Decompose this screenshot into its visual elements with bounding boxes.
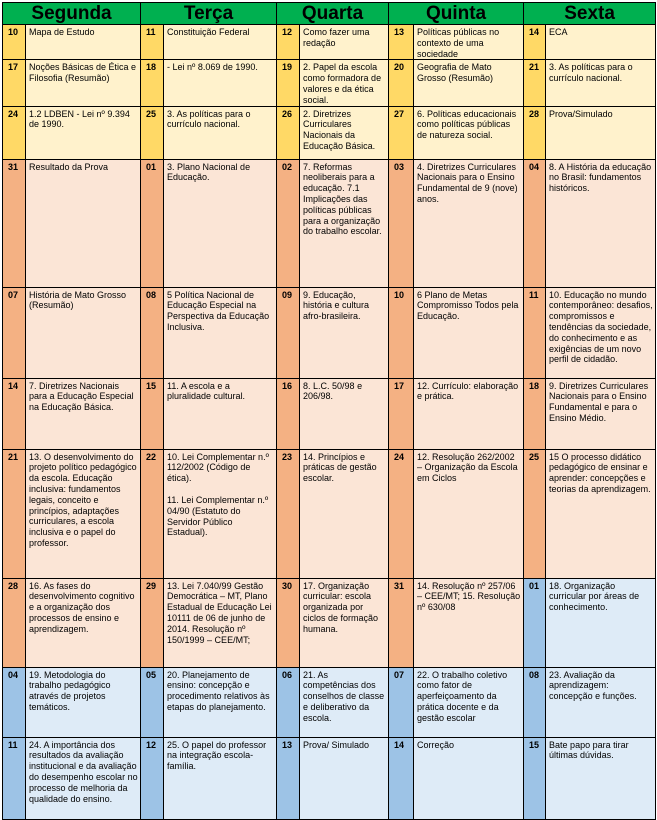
topic-text: Bate papo para tirar últimas dúvidas.	[549, 739, 632, 761]
date-thursday: 31	[389, 578, 414, 667]
date-tuesday: 08	[141, 287, 164, 378]
date-tuesday: 15	[141, 378, 164, 449]
topic-text: 24. A importância dos resultados da avaliação institucional e da avaliação do desempenho escolar no processo de melhoria da qualidade do ensino.	[29, 739, 141, 804]
date-monday: 24	[3, 106, 26, 159]
topic-wednesday	[300, 737, 389, 819]
date-friday: 14	[524, 25, 546, 60]
topic-text: 2. Papel da escola como formadora de valores e da ética social.	[303, 62, 384, 105]
topic-wednesday	[300, 578, 389, 667]
date-tuesday: 25	[141, 106, 164, 159]
date-wednesday: 13	[277, 737, 300, 819]
topic-text: Geografia de Mato Grosso (Resumão)	[417, 62, 495, 84]
topic-tuesday	[164, 287, 277, 378]
date-friday: 01	[524, 578, 546, 667]
date-thursday: 24	[389, 449, 414, 578]
schedule-row	[3, 667, 656, 737]
date-friday: 11	[524, 287, 546, 378]
date-wednesday: 30	[277, 578, 300, 667]
topic-monday	[26, 449, 141, 578]
topic-text: 10. Lei Complementar n.º 112/2002 (Código de ética).	[167, 451, 272, 484]
topic-text: 12. Resolução 262/2002 – Organização da Escola em Ciclos	[417, 451, 521, 484]
topic-text: 6 Plano de Metas Compromisso Todos pela Educação.	[417, 289, 521, 322]
date-monday: 14	[3, 378, 26, 449]
topic-friday	[546, 737, 656, 819]
topic-monday	[26, 106, 141, 159]
date-monday: 11	[3, 737, 26, 819]
topic-monday	[26, 25, 141, 60]
topic-wednesday	[300, 60, 389, 106]
schedule-row	[3, 25, 656, 60]
topic-tuesday	[164, 378, 277, 449]
topic-thursday	[414, 578, 524, 667]
date-thursday: 27	[389, 106, 414, 159]
topic-monday	[26, 287, 141, 378]
date-wednesday: 09	[277, 287, 300, 378]
day-header-thursday: Quinta	[389, 3, 524, 25]
topic-tuesday	[164, 60, 277, 106]
topic-text: 20. Planejamento de ensino: concepção e procedimento relativos às etapas do planejamento.	[167, 669, 273, 712]
topic-text: 13. Lei 7.040/99 Gestão Democrática – MT, Plano Estadual de Educação Lei 10111 de 06 de junho de 2014. Resolução nº 150/1999 – CEE/MT;	[167, 580, 275, 645]
date-tuesday: 11	[141, 25, 164, 60]
date-wednesday: 12	[277, 25, 300, 60]
date-friday: 25	[524, 449, 546, 578]
date-monday: 04	[3, 667, 26, 737]
day-header-wednesday: Quarta	[277, 3, 389, 25]
topic-text: Políticas públicas no contexto de uma sociedade	[417, 27, 502, 59]
topic-text: Constituição Federal	[167, 27, 250, 37]
topic-text: Mapa de Estudo	[29, 27, 95, 37]
date-friday: 21	[524, 60, 546, 106]
topic-monday	[26, 60, 141, 106]
date-monday: 31	[3, 159, 26, 287]
topic-thursday	[414, 25, 524, 60]
topic-text: 8. A História da educação no Brasil: fundamentos históricos.	[549, 161, 654, 194]
topic-wednesday	[300, 106, 389, 159]
topic-text: 11. Lei Complementar n.º 04/90 (Estatuto do Servidor Público Estadual).	[167, 494, 271, 538]
topic-text: 2. Diretrizes Curriculares Nacionais da Educação Básica.	[303, 108, 376, 151]
topic-text: 23. Avaliação da aprendizagem: concepção e funções.	[549, 669, 637, 702]
day-header-tuesday: Terça	[141, 3, 277, 25]
date-wednesday: 06	[277, 667, 300, 737]
topic-text: 14. Princípios e práticas de gestão escolar.	[303, 451, 380, 484]
topic-text: 19. Metodologia do trabalho pedagógico através de projetos temáticos.	[29, 669, 114, 712]
topic-thursday	[414, 60, 524, 106]
topic-wednesday	[300, 667, 389, 737]
topic-tuesday	[164, 159, 277, 287]
topic-text: 1.2 LDBEN - Lei nº 9.394 de 1990.	[29, 108, 133, 130]
topic-tuesday	[164, 449, 277, 578]
topic-friday	[546, 578, 656, 667]
topic-text: 15 O processo didático pedagógico de ensinar e aprender: concepções e teorias da aprendizagem.	[549, 451, 651, 494]
topic-friday	[546, 378, 656, 449]
day-header-monday: Segunda	[3, 3, 141, 25]
topic-thursday	[414, 737, 524, 819]
topic-tuesday	[164, 737, 277, 819]
schedule-body	[3, 25, 656, 820]
topic-text: - Lei nº 8.069 de 1990.	[167, 62, 258, 73]
topic-text: Correção	[417, 739, 455, 750]
date-tuesday: 22	[141, 449, 164, 578]
topic-tuesday	[164, 25, 277, 60]
topic-text: Prova/Simulado	[549, 108, 613, 119]
date-friday: 15	[524, 737, 546, 819]
date-thursday: 14	[389, 737, 414, 819]
topic-text: 21. As competências dos conselhos de classe e deliberativo da escola.	[303, 669, 387, 723]
topic-text: 7. Diretrizes Nacionais para a Educação Especial na Educação Básica.	[29, 380, 137, 413]
topic-text: 11. A escola e a pluralidade cultural.	[167, 380, 246, 402]
topic-thursday	[414, 159, 524, 287]
date-wednesday: 02	[277, 159, 300, 287]
topic-text: 12. Currículo: elaboração e prática.	[417, 380, 521, 402]
schedule-row	[3, 287, 656, 378]
date-tuesday: 18	[141, 60, 164, 106]
day-header-friday: Sexta	[524, 3, 656, 25]
topic-friday	[546, 60, 656, 106]
topic-wednesday	[300, 287, 389, 378]
topic-text: 8. L.C. 50/98 e 206/98.	[303, 380, 365, 402]
topic-text: 9. Diretrizes Curriculares Nacionais para o Ensino Fundamental e para o Ensino Médio.	[549, 380, 651, 423]
topic-text: História de Mato Grosso (Resumão)	[29, 289, 129, 311]
topic-wednesday	[300, 25, 389, 60]
date-monday: 07	[3, 287, 26, 378]
topic-thursday	[414, 449, 524, 578]
study-schedule-table	[2, 2, 656, 820]
topic-text: Prova/ Simulado	[303, 739, 370, 750]
topic-text: 3. As políticas para o currículo nacional.	[549, 62, 636, 84]
topic-text: 18. Organização curricular por áreas de conhecimento.	[549, 580, 642, 613]
date-thursday: 13	[389, 25, 414, 60]
topic-text: 14. Resolução nº 257/06 – CEE/MT; 15. Resolução nº 630/08	[417, 580, 523, 613]
topic-text: 22. O trabalho coletivo como fator de aperfeiçoamento da prática docente e da gestão escolar	[417, 669, 510, 723]
topic-text: ECA	[549, 27, 568, 37]
topic-text: 4. Diretrizes Curriculares Nacionais para o Ensino Fundamental de 9 (nove) anos.	[417, 161, 521, 204]
topic-text: 16. As fases do desenvolvimento cognitivo e a organização dos processos de ensino e aprendizagem.	[29, 580, 138, 634]
topic-tuesday	[164, 667, 277, 737]
date-thursday: 03	[389, 159, 414, 287]
date-tuesday: 05	[141, 667, 164, 737]
date-monday: 10	[3, 25, 26, 60]
date-thursday: 07	[389, 667, 414, 737]
topic-friday	[546, 106, 656, 159]
topic-friday	[546, 287, 656, 378]
topic-tuesday	[164, 106, 277, 159]
topic-thursday	[414, 667, 524, 737]
date-monday: 28	[3, 578, 26, 667]
date-thursday: 10	[389, 287, 414, 378]
header-row	[3, 3, 656, 25]
date-tuesday: 01	[141, 159, 164, 287]
date-friday: 28	[524, 106, 546, 159]
topic-text: Como fazer uma redação	[303, 27, 373, 48]
topic-text: 9. Educação, história e cultura afro-brasileira.	[303, 289, 372, 322]
topic-text	[167, 484, 274, 495]
topic-wednesday	[300, 159, 389, 287]
date-wednesday: 23	[277, 449, 300, 578]
topic-monday	[26, 737, 141, 819]
topic-thursday	[414, 378, 524, 449]
date-wednesday: 19	[277, 60, 300, 106]
topic-wednesday	[300, 378, 389, 449]
topic-text: 6. Políticas educacionais como políticas públicas de natureza social.	[417, 108, 519, 141]
date-wednesday: 16	[277, 378, 300, 449]
date-friday: 18	[524, 378, 546, 449]
topic-friday	[546, 449, 656, 578]
topic-thursday	[414, 106, 524, 159]
topic-text: 7. Reformas neoliberais para a educação. 7.1 Implicações das políticas públicas para a organização do trabalho escolar.	[303, 161, 383, 237]
topic-text: Resultado da Prova	[29, 161, 109, 172]
date-friday: 08	[524, 667, 546, 737]
topic-monday	[26, 578, 141, 667]
topic-monday	[26, 159, 141, 287]
date-thursday: 20	[389, 60, 414, 106]
topic-text: 13. O desenvolvimento do projeto político pedagógico da escola. Educação inclusiva: fundamentos legais, conceito e princípios, adaptações curriculares, a escola inclusiva e o papel do professor.	[29, 451, 140, 548]
schedule-row	[3, 578, 656, 667]
topic-text: 3. As políticas para o currículo nacional.	[167, 108, 254, 130]
topic-text: 3. Plano Nacional de Educação.	[167, 161, 253, 183]
topic-monday	[26, 667, 141, 737]
schedule-row	[3, 737, 656, 819]
topic-text: 5 Política Nacional de Educação Especial na Perspectiva da Educação Inclusiva.	[167, 289, 272, 332]
date-tuesday: 12	[141, 737, 164, 819]
date-thursday: 17	[389, 378, 414, 449]
topic-text: 10. Educação no mundo contemporâneo: desafios, compromissos e tendências da sociedade, do conhecimento e as exigências de um novo perfil de cidadão.	[549, 289, 656, 365]
topic-friday	[546, 25, 656, 60]
date-monday: 17	[3, 60, 26, 106]
date-wednesday: 26	[277, 106, 300, 159]
topic-text: 25. O papel do professor na integração escola-família.	[167, 739, 269, 772]
topic-friday	[546, 159, 656, 287]
date-friday: 04	[524, 159, 546, 287]
schedule-row	[3, 60, 656, 106]
schedule-row	[3, 106, 656, 159]
topic-monday	[26, 378, 141, 449]
date-monday: 21	[3, 449, 26, 578]
date-tuesday: 29	[141, 578, 164, 667]
topic-tuesday	[164, 578, 277, 667]
topic-text: Noções Básicas de Ética e Filosofia (Resumão)	[29, 62, 139, 84]
topic-friday	[546, 667, 656, 737]
topic-text: 17. Organização curricular: escola organizada por ciclos de formação humana.	[303, 580, 381, 634]
schedule-row	[3, 449, 656, 578]
schedule-row	[3, 378, 656, 449]
topic-thursday	[414, 287, 524, 378]
schedule-row	[3, 159, 656, 287]
topic-wednesday	[300, 449, 389, 578]
